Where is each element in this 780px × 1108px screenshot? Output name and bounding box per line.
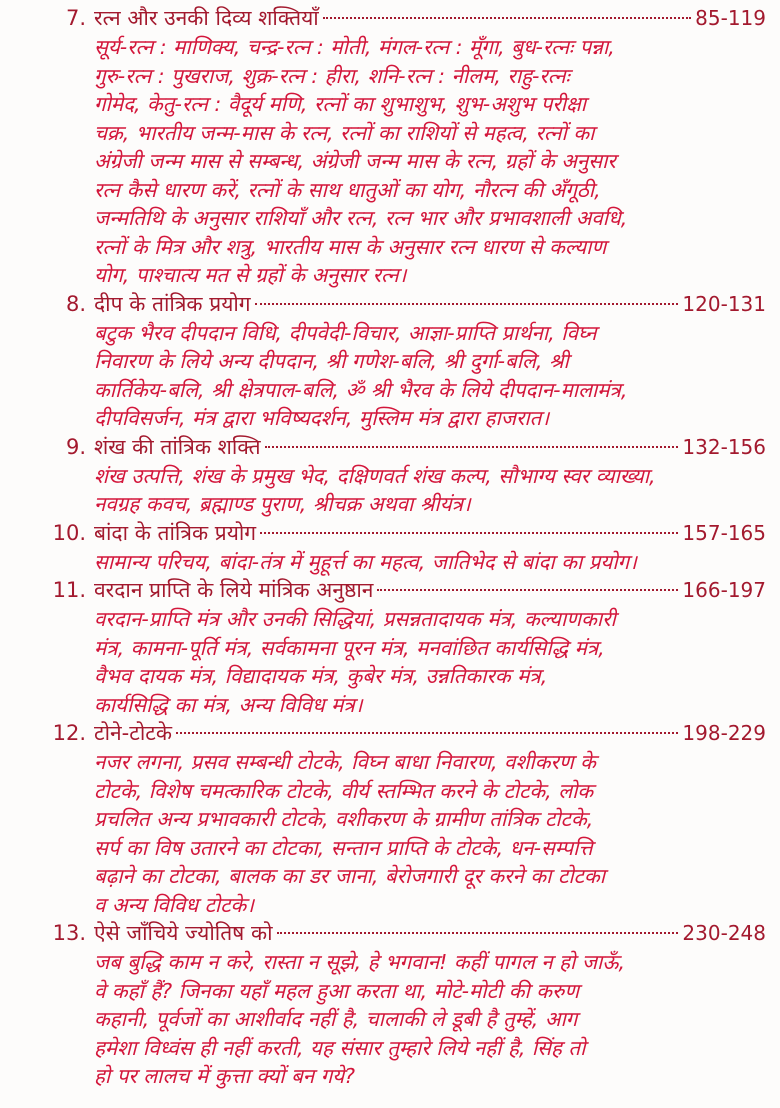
chapter-description bbox=[40, 605, 766, 719]
toc-entry bbox=[40, 433, 766, 519]
toc-entry bbox=[40, 290, 766, 433]
toc-entry-heading bbox=[40, 919, 766, 948]
description-line: कार्तिकेय-बलि, श्री क्षेत्रपाल-बलि, ॐ श्री भैरव के लिये दीपदान-मालामंत्र, bbox=[94, 377, 628, 402]
dot-leader bbox=[260, 532, 678, 534]
dot-leader bbox=[323, 17, 691, 19]
description-line: बटुक भैरव दीपदान विधि, दीपवेदी-विचार, आज्ञा-प्राप्ति प्रार्थना, विघ्न bbox=[94, 320, 597, 345]
chapter-number: 12. bbox=[52, 721, 86, 745]
page-range: 85-119 bbox=[695, 6, 766, 30]
description-line: जन्मतिथि के अनुसार राशियाँ और रत्न, रत्न भार और प्रभावशाली अवधि, bbox=[94, 206, 628, 230]
page-range: 198-229 bbox=[682, 721, 766, 745]
chapter-number: 9. bbox=[65, 434, 86, 459]
description-line: अंग्रेजी जन्म मास से सम्बन्ध, अंग्रेजी जन्म मास के रत्न, ग्रहों के अनुसार bbox=[94, 149, 616, 173]
chapter-number: 11. bbox=[52, 578, 86, 602]
toc-entry-heading bbox=[40, 719, 766, 748]
chapter-title: टोने-टोटके bbox=[94, 721, 172, 745]
page-range: 230-248 bbox=[682, 921, 766, 945]
toc-entry-heading bbox=[40, 519, 766, 548]
description-line: मंत्र, कामना-पूर्ति मंत्र, सर्वकामना पूरन मंत्र, मनवांछित कार्यसिद्धि मंत्र, bbox=[94, 635, 605, 660]
chapter-description bbox=[40, 33, 766, 290]
description-line: नजर लगना, प्रसव सम्बन्धी टोटके, विघ्न बाधा निवारण, वशीकरण के bbox=[94, 750, 596, 774]
dot-leader bbox=[176, 732, 678, 734]
toc-entry-heading bbox=[40, 433, 766, 462]
description-line: चक्र, भारतीय जन्म-मास के रत्न, रत्नों का राशियों से महत्व, रत्नों का bbox=[94, 120, 595, 145]
dot-leader bbox=[277, 932, 679, 934]
toc-entry bbox=[40, 4, 766, 290]
page-range: 132-156 bbox=[682, 434, 766, 459]
page-range: 166-197 bbox=[682, 578, 766, 602]
description-line: सर्प का विष उतारने का टोटका, सन्तान प्राप्ति के टोटके, धन-सम्पत्ति bbox=[94, 835, 593, 860]
dot-leader bbox=[377, 589, 678, 591]
description-line: वैभव दायक मंत्र, विद्यादायक मंत्र, कुबेर मंत्र, उन्नतिकारक मंत्र, bbox=[94, 664, 548, 688]
description-line: कहानी, पूर्वजों का आशीर्वाद नहीं है, चालाकी ले डूबी है तुम्हें, आग bbox=[94, 1007, 578, 1031]
dot-leader bbox=[265, 446, 679, 448]
description-line: व अन्य विविध टोटके। bbox=[94, 892, 255, 917]
description-line: गोमेद, केतु-रत्न : वैदूर्य मणि, रत्नों का शुभाशुभ, शुभ-अशुभ परीक्षा bbox=[94, 92, 587, 116]
toc-entry bbox=[40, 576, 766, 719]
description-line: नवग्रह कवच, ब्रह्माण्ड पुराण, श्रीचक्र अथवा श्रीयंत्र। bbox=[94, 492, 471, 516]
description-line: गुरु-रत्न : पुखराज, शुक्र-रत्न : हीरा, शनि-रत्न : नीलम, राहु-रत्नः bbox=[94, 63, 570, 88]
chapter-title: शंख की तांत्रिक शक्ति bbox=[94, 434, 261, 459]
toc-entry-heading bbox=[40, 4, 766, 33]
chapter-title: बांदा के तांत्रिक प्रयोग bbox=[94, 520, 257, 545]
page-range: 120-131 bbox=[682, 291, 766, 316]
chapter-number: 7. bbox=[65, 6, 86, 30]
description-line: हो पर लालच में कुत्ता क्यों बन गये? bbox=[94, 1064, 356, 1088]
description-line: रत्नों के मित्र और शत्रु, भारतीय मास के अनुसार रत्न धारण से कल्याण bbox=[94, 234, 607, 259]
description-line: जब बुद्धि काम न करे, रास्ता न सूझे, हे भगवान! कहीं पागल न हो जाऊँ, bbox=[94, 950, 625, 974]
description-line: शंख उत्पत्ति, शंख के प्रमुख भेद, दक्षिणवर्त शंख कल्प, सौभाग्य स्वर व्याख्या, bbox=[94, 463, 656, 488]
dot-leader bbox=[255, 303, 679, 305]
description-line: बढ़ाने का टोटका, बालक का डर जाना, बेरोजगारी दूर करने का टोटका bbox=[94, 864, 606, 888]
description-line: रत्न कैसे धारण करें, रत्नों के साथ धातुओं का योग, नौरत्न की अँगूठी, bbox=[94, 177, 601, 202]
chapter-description bbox=[40, 948, 766, 1091]
table-of-contents bbox=[40, 4, 766, 1091]
chapter-description bbox=[40, 748, 766, 919]
chapter-title: ऐसे जाँचिये ज्योतिष को bbox=[94, 921, 273, 945]
toc-entry bbox=[40, 519, 766, 577]
toc-entry bbox=[40, 719, 766, 919]
chapter-description bbox=[40, 319, 766, 433]
description-line: टोटके, विशेष चमत्कारिक टोटके, वीर्य स्तम्भित करने के टोटके, लोक bbox=[94, 778, 594, 803]
description-line: सूर्य-रत्न : माणिक्य, चन्द्र-रत्न : मोती, मंगल-रत्न : मूँगा, बुध-रत्नः पन्ना, bbox=[94, 35, 615, 59]
chapter-description bbox=[40, 548, 766, 577]
chapter-number: 8. bbox=[65, 291, 86, 316]
chapter-description bbox=[40, 462, 766, 519]
chapter-title: दीप के तांत्रिक प्रयोग bbox=[94, 291, 251, 316]
chapter-number: 13. bbox=[52, 921, 86, 945]
page-range: 157-165 bbox=[682, 520, 766, 545]
description-line: वे कहाँ हैं? जिनका यहाँ महल हुआ करता था, मोटे-मोटी की करुण bbox=[94, 978, 580, 1003]
description-line: वरदान-प्राप्ति मंत्र और उनकी सिद्धियां, प्रसन्नतादायक मंत्र, कल्याणकारी bbox=[94, 607, 616, 631]
description-line: निवारण के लिये अन्य दीपदान, श्री गणेश-बलि, श्री दुर्गा-बलि, श्री bbox=[94, 349, 569, 373]
description-line: प्रचलित अन्य प्रभावकारी टोटके, वशीकरण के ग्रामीण तांत्रिक टोटके, bbox=[94, 807, 594, 831]
toc-entry bbox=[40, 919, 766, 1091]
toc-entry-heading bbox=[40, 290, 766, 319]
chapter-number: 10. bbox=[52, 520, 86, 545]
toc-entry-heading bbox=[40, 576, 766, 605]
description-line: हमेशा विध्वंस ही नहीं करती, यह संसार तुम्हारे लिये नहीं है, सिंह तो bbox=[94, 1035, 586, 1060]
description-line: सामान्य परिचय, बांदा-तंत्र में मुहूर्त्त का महत्व, जातिभेद से बांदा का प्रयोग। bbox=[94, 549, 637, 574]
description-line: योग, पाश्चात्य मत से ग्रहों के अनुसार रत्न। bbox=[94, 263, 407, 287]
chapter-title: रत्न और उनकी दिव्य शक्तियाँ bbox=[94, 6, 319, 30]
chapter-title: वरदान प्राप्ति के लिये मांत्रिक अनुष्ठान bbox=[94, 578, 374, 602]
description-line: दीपविसर्जन, मंत्र द्वारा भविष्यदर्शन, मुस्लिम मंत्र द्वारा हाजरात। bbox=[94, 406, 550, 430]
description-line: कार्यसिद्धि का मंत्र, अन्य विविध मंत्र। bbox=[94, 692, 363, 717]
